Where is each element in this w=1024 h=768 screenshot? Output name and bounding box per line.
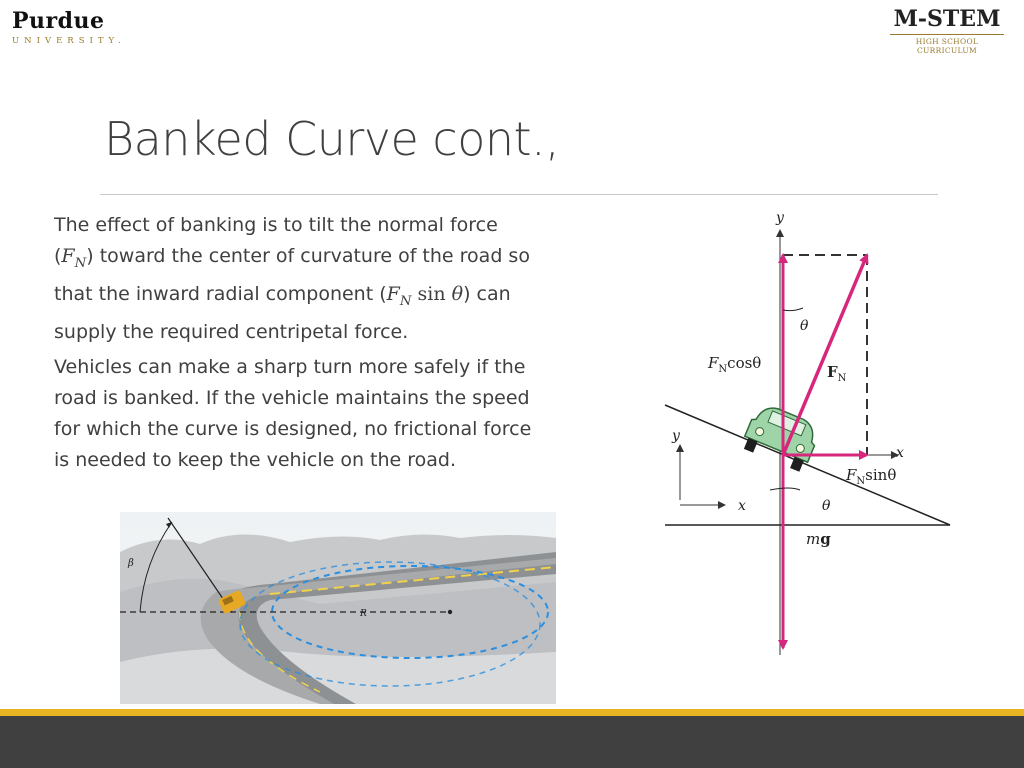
p1-line4: supply the required centripetal force. (54, 320, 409, 343)
p1-line2-open: ( (54, 245, 62, 267)
theta-lower-label: θ (822, 498, 831, 514)
purdue-logo-sub: UNIVERSITY. (12, 36, 126, 46)
title-divider (100, 194, 938, 195)
p1-fn-var: $F_N$ (61, 245, 87, 271)
paragraph-banking-effect (54, 210, 639, 348)
fn-vector-label: $F_N$ (827, 363, 847, 384)
mstem-logo-word: M-STEM (893, 6, 1001, 32)
fn-sin-theta-label: $F_N\sin\theta$ (846, 466, 897, 487)
p2-line1: Vehicles can make a sharp turn more safely if the (54, 356, 526, 378)
p1-line3-post: ) can (463, 282, 511, 305)
slide-title: Banked Curve cont., (104, 112, 560, 166)
radius-label: R (360, 609, 367, 619)
vertical-axis-y-label: y (776, 210, 784, 226)
p1-line2-rest: ) toward the center of curvature of the road so (86, 245, 530, 267)
p2-line4: is needed to keep the vehicle on the road. (54, 449, 457, 471)
paragraph-vehicles (54, 352, 639, 476)
mg-label: mg (806, 530, 831, 548)
x-axis-label: x (896, 445, 904, 461)
force-diagram (650, 200, 960, 670)
mstem-logo (882, 6, 1012, 55)
p1-fn-sin-var: $F_N$ (386, 282, 412, 309)
axis-x-label: x (738, 498, 746, 514)
p2-line2: road is banked. If the vehicle maintains the speed (54, 387, 530, 409)
purdue-logo (12, 8, 142, 48)
axis-y-label: y (672, 428, 680, 444)
mstem-logo-sub: HIGH SCHOOL CURRICULUM (890, 34, 1004, 55)
banked-road-illustration (120, 512, 556, 704)
beta-label: β (128, 558, 134, 569)
fn-cos-theta-label: $F_N\cos\theta$ (708, 354, 762, 375)
purdue-logo-word: Purdue (12, 8, 105, 34)
theta-upper-label: θ (800, 318, 809, 334)
footer-accent-bar (0, 709, 1024, 716)
p1-theta: θ (451, 282, 464, 305)
p2-line3: for which the curve is designed, no frictional force (54, 418, 532, 440)
p1-line1: The effect of banking is to tilt the normal force (54, 214, 498, 236)
footer-bar (0, 716, 1024, 768)
car-front-icon (740, 401, 822, 473)
p1-line3-pre: that the inward radial component ( (54, 282, 387, 305)
p1-sin: sin (411, 282, 452, 305)
